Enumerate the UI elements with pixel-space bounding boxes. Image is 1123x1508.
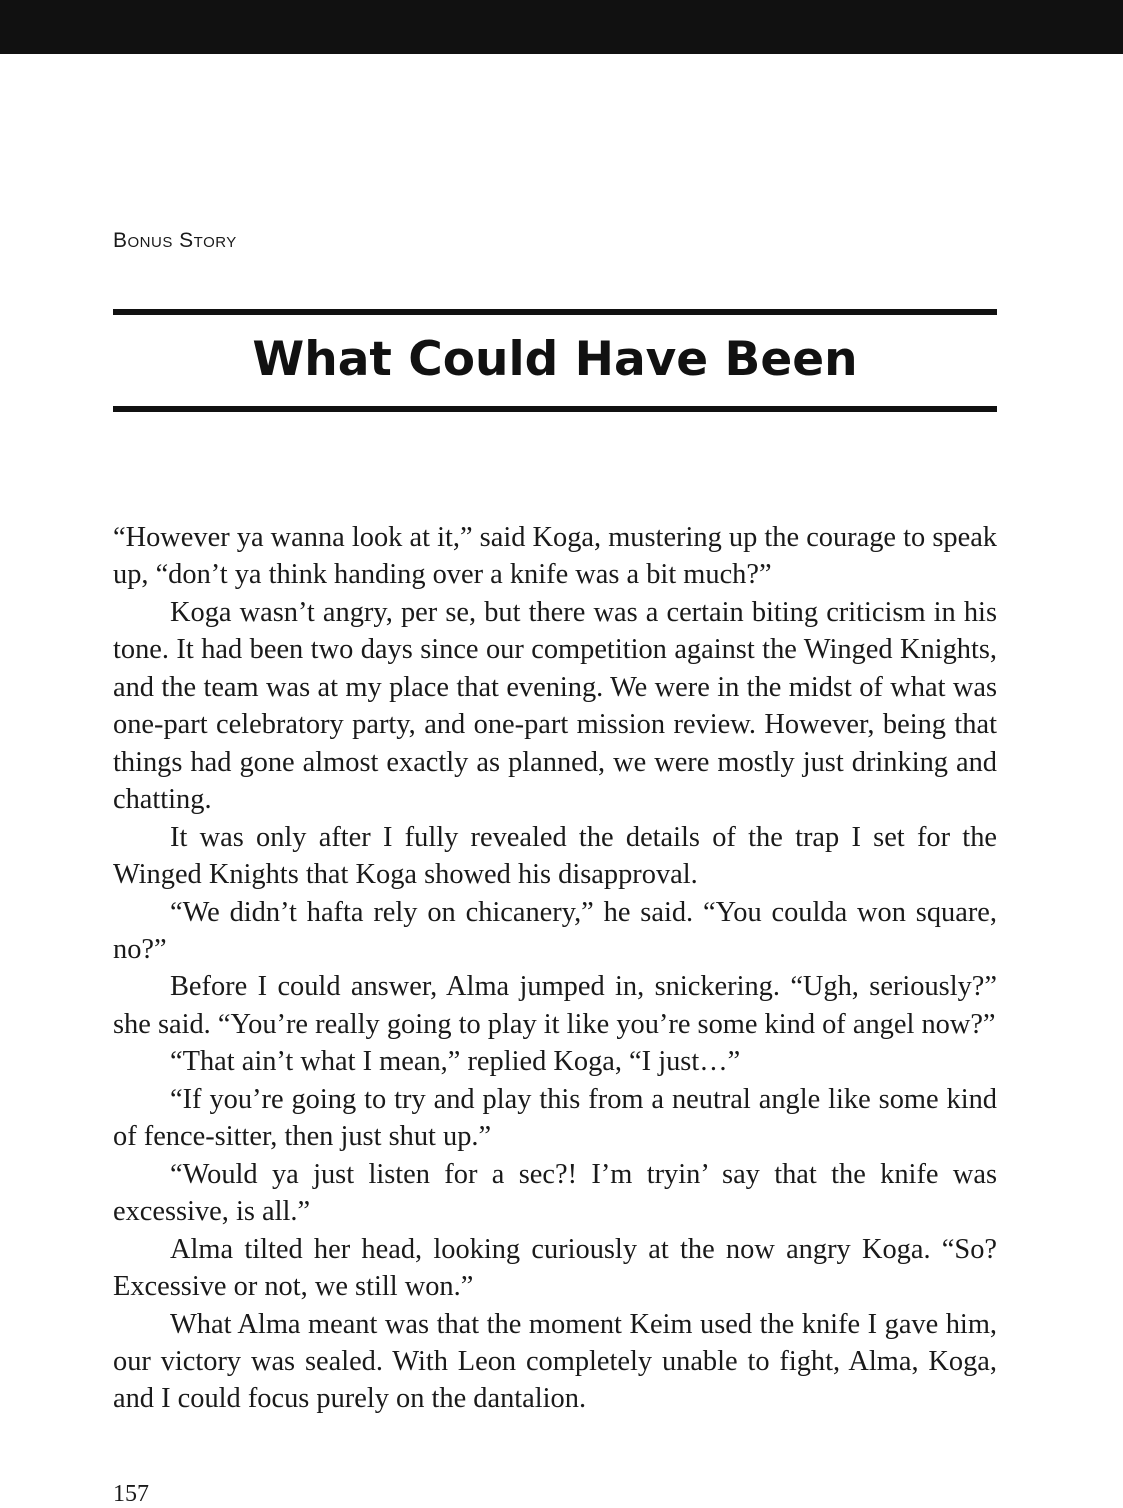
page-number: 157 — [113, 1481, 149, 1507]
chapter-title: What Could Have Been — [252, 332, 858, 387]
top-scan-band — [0, 0, 1123, 54]
title-rule-bottom — [113, 406, 997, 412]
paragraph: It was only after I fully revealed the details of the trap I set for the Winged Knights that Koga showed his disapproval. — [113, 821, 997, 891]
paragraph: “However ya wanna look at it,” said Koga, mustering up the courage to speak up, “don’t ya think handing over a knife was a bit much?” — [113, 522, 997, 591]
title-rule-top — [113, 309, 997, 315]
paragraph: “If you’re going to try and play this from a neutral angle like some kind of fence-sitter, then just shut up.” — [113, 1083, 997, 1153]
paragraph: “That ain’t what I mean,” replied Koga, “I just…” — [170, 1046, 741, 1078]
section-label: Bonus Story — [113, 229, 237, 252]
paragraph: Alma tilted her head, looking curiously at the now angry Koga. “So? Excessive or not, we still won.” — [113, 1233, 997, 1303]
paragraph: “Would ya just listen for a sec?! I’m tryin’ say that the knife was excessive, is all.” — [113, 1158, 997, 1228]
paragraph: “We didn’t hafta rely on chicanery,” he said. “You coulda won square, no?” — [113, 896, 997, 965]
story-body — [113, 519, 997, 1418]
paragraph: Before I could answer, Alma jumped in, snickering. “Ugh, seriously?” she said. “You’re really going to play it like you’re some kind of angel now?” — [113, 971, 997, 1040]
paragraph: What Alma meant was that the moment Keim used the knife I gave him, our victory was sealed. With Leon completely unable to fight, Alma, Koga, and I could focus purely on the dantalion. — [113, 1308, 997, 1415]
paragraph: Koga wasn’t angry, per se, but there was a certain biting criticism in his tone. It had been two days since our competition against the Winged Knights, and the team was at my place that evening. We were in the midst of what was one-part celebratory party, and one-part mission review. However, being that things had gone almost exactly as planned, we were mostly just drinking and chatting. — [113, 596, 997, 816]
